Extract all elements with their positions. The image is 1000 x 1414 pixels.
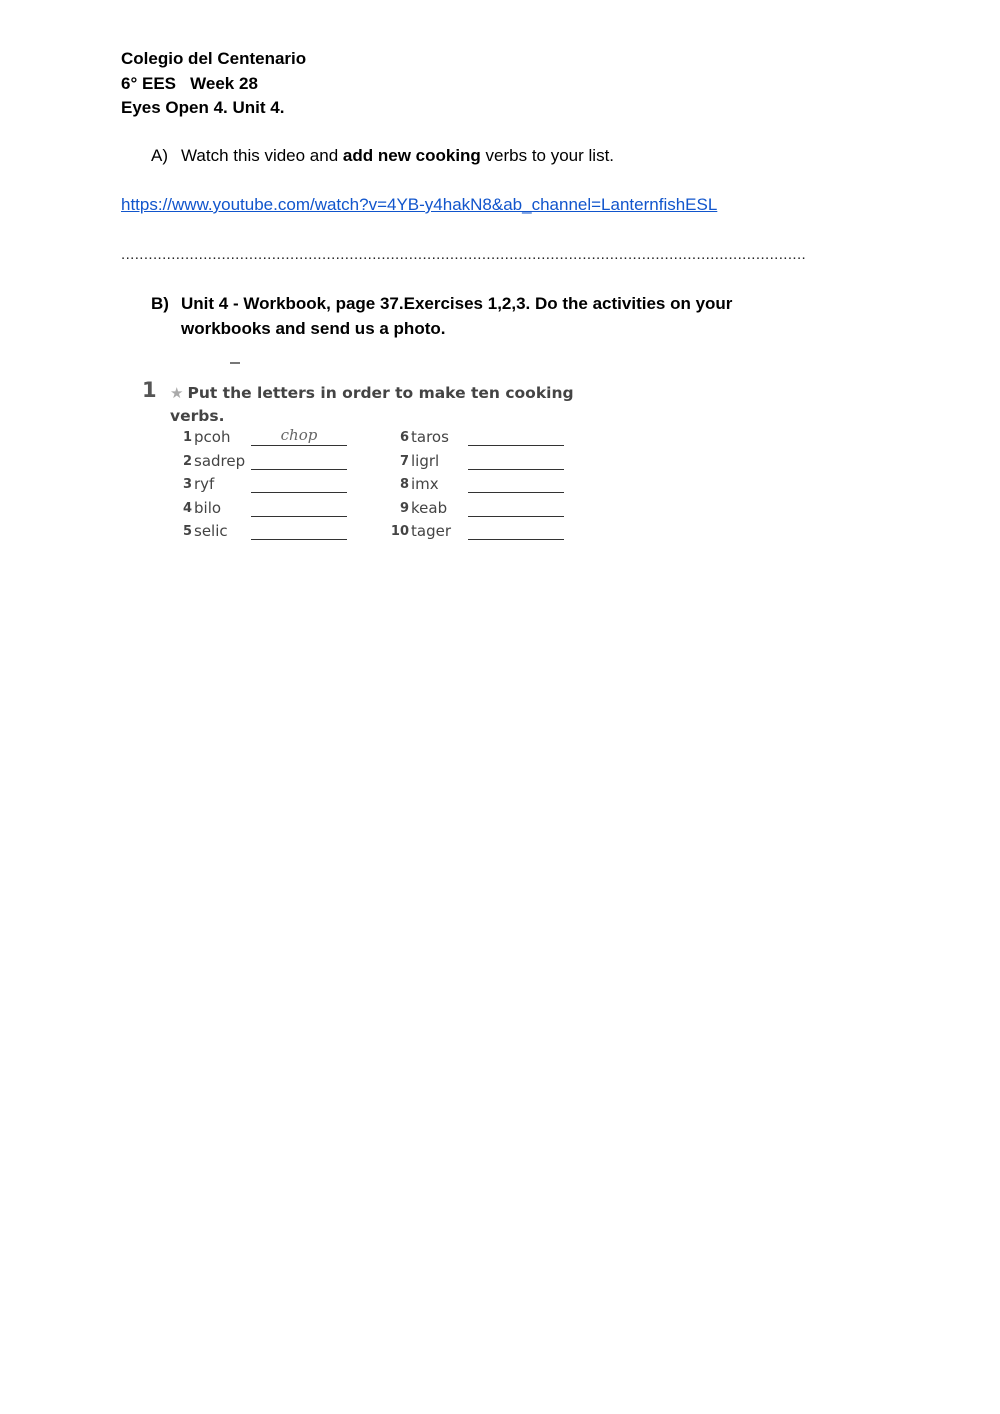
star-icon: ★ [170, 384, 184, 402]
scrambled-word: bilo [194, 498, 222, 517]
answer-line [251, 516, 347, 517]
scrambled-word: pcoh [194, 428, 231, 446]
task-b-line2: workbooks and send us a photo. [181, 319, 446, 338]
scrambled-word: sadrep [194, 451, 246, 470]
item-number: 2 [182, 453, 192, 469]
document-header [121, 47, 306, 121]
task-a-text-before: Watch this video and [181, 146, 343, 165]
dotted-separator: ...................................................................................................................................................... [121, 246, 807, 263]
exercise-number: 1 [142, 378, 157, 402]
answer-line [468, 492, 564, 493]
exercise-item [387, 499, 597, 523]
exercise-instruction [170, 382, 580, 428]
task-a-text-after: verbs to your list. [480, 146, 615, 165]
video-link[interactable]: https://www.youtube.com/watch?v=4YB-y4hakN8&ab_channel=LanternfishESL [121, 195, 718, 214]
answer-line [251, 539, 347, 540]
school-name: Colegio del Centenario [121, 49, 307, 68]
scrambled-word: taros [411, 428, 449, 446]
item-number: 10 [390, 524, 409, 539]
answer-text: chop [280, 426, 318, 444]
scrambled-word: keab [411, 498, 448, 517]
scrambled-word: ligrl [411, 451, 440, 470]
item-number: 7 [399, 453, 409, 469]
exercise-item [387, 428, 597, 452]
exercise-item [170, 428, 380, 452]
item-number: 8 [399, 477, 409, 492]
answer-line [468, 539, 564, 540]
scrambled-word: imx [411, 475, 439, 493]
task-a-text-bold: add new cooking [342, 146, 481, 165]
item-number: 5 [182, 524, 192, 539]
item-number: 4 [182, 500, 192, 516]
book-unit: Eyes Open 4. Unit 4. [121, 98, 285, 117]
task-a-label: A) [151, 146, 168, 165]
item-number: 3 [182, 477, 192, 492]
exercise-item [170, 475, 380, 499]
course-week: 6° EES Week 28 [121, 73, 258, 93]
exercise-image [140, 362, 580, 552]
exercise-item [387, 522, 597, 546]
exercise-item [387, 475, 597, 499]
exercise-instruction-text: Put the letters in order to make ten cooking verbs. [170, 384, 574, 425]
answer-line [468, 469, 564, 470]
scrambled-word: selic [194, 522, 228, 540]
scrambled-word: tager [411, 522, 451, 540]
item-number: 6 [399, 430, 409, 445]
item-number: 1 [182, 430, 192, 445]
answer-line [251, 492, 347, 493]
exercise-item [170, 452, 380, 476]
scrambled-word: ryf [194, 475, 215, 493]
item-number: 9 [399, 500, 409, 516]
exercise-item [170, 522, 380, 546]
task-b-line1: Unit 4 - Workbook, page 37.Exercises 1,2,3. Do the activities on your [181, 294, 733, 313]
answer-line [468, 516, 564, 517]
exercise-item [170, 499, 380, 523]
answer-line [251, 445, 347, 446]
task-a [151, 145, 614, 167]
answer-line [251, 469, 347, 470]
task-b [151, 291, 831, 341]
exercise-item [387, 452, 597, 476]
decorative-mark [230, 362, 240, 364]
task-b-label: B) [151, 294, 169, 313]
answer-line [468, 445, 564, 446]
